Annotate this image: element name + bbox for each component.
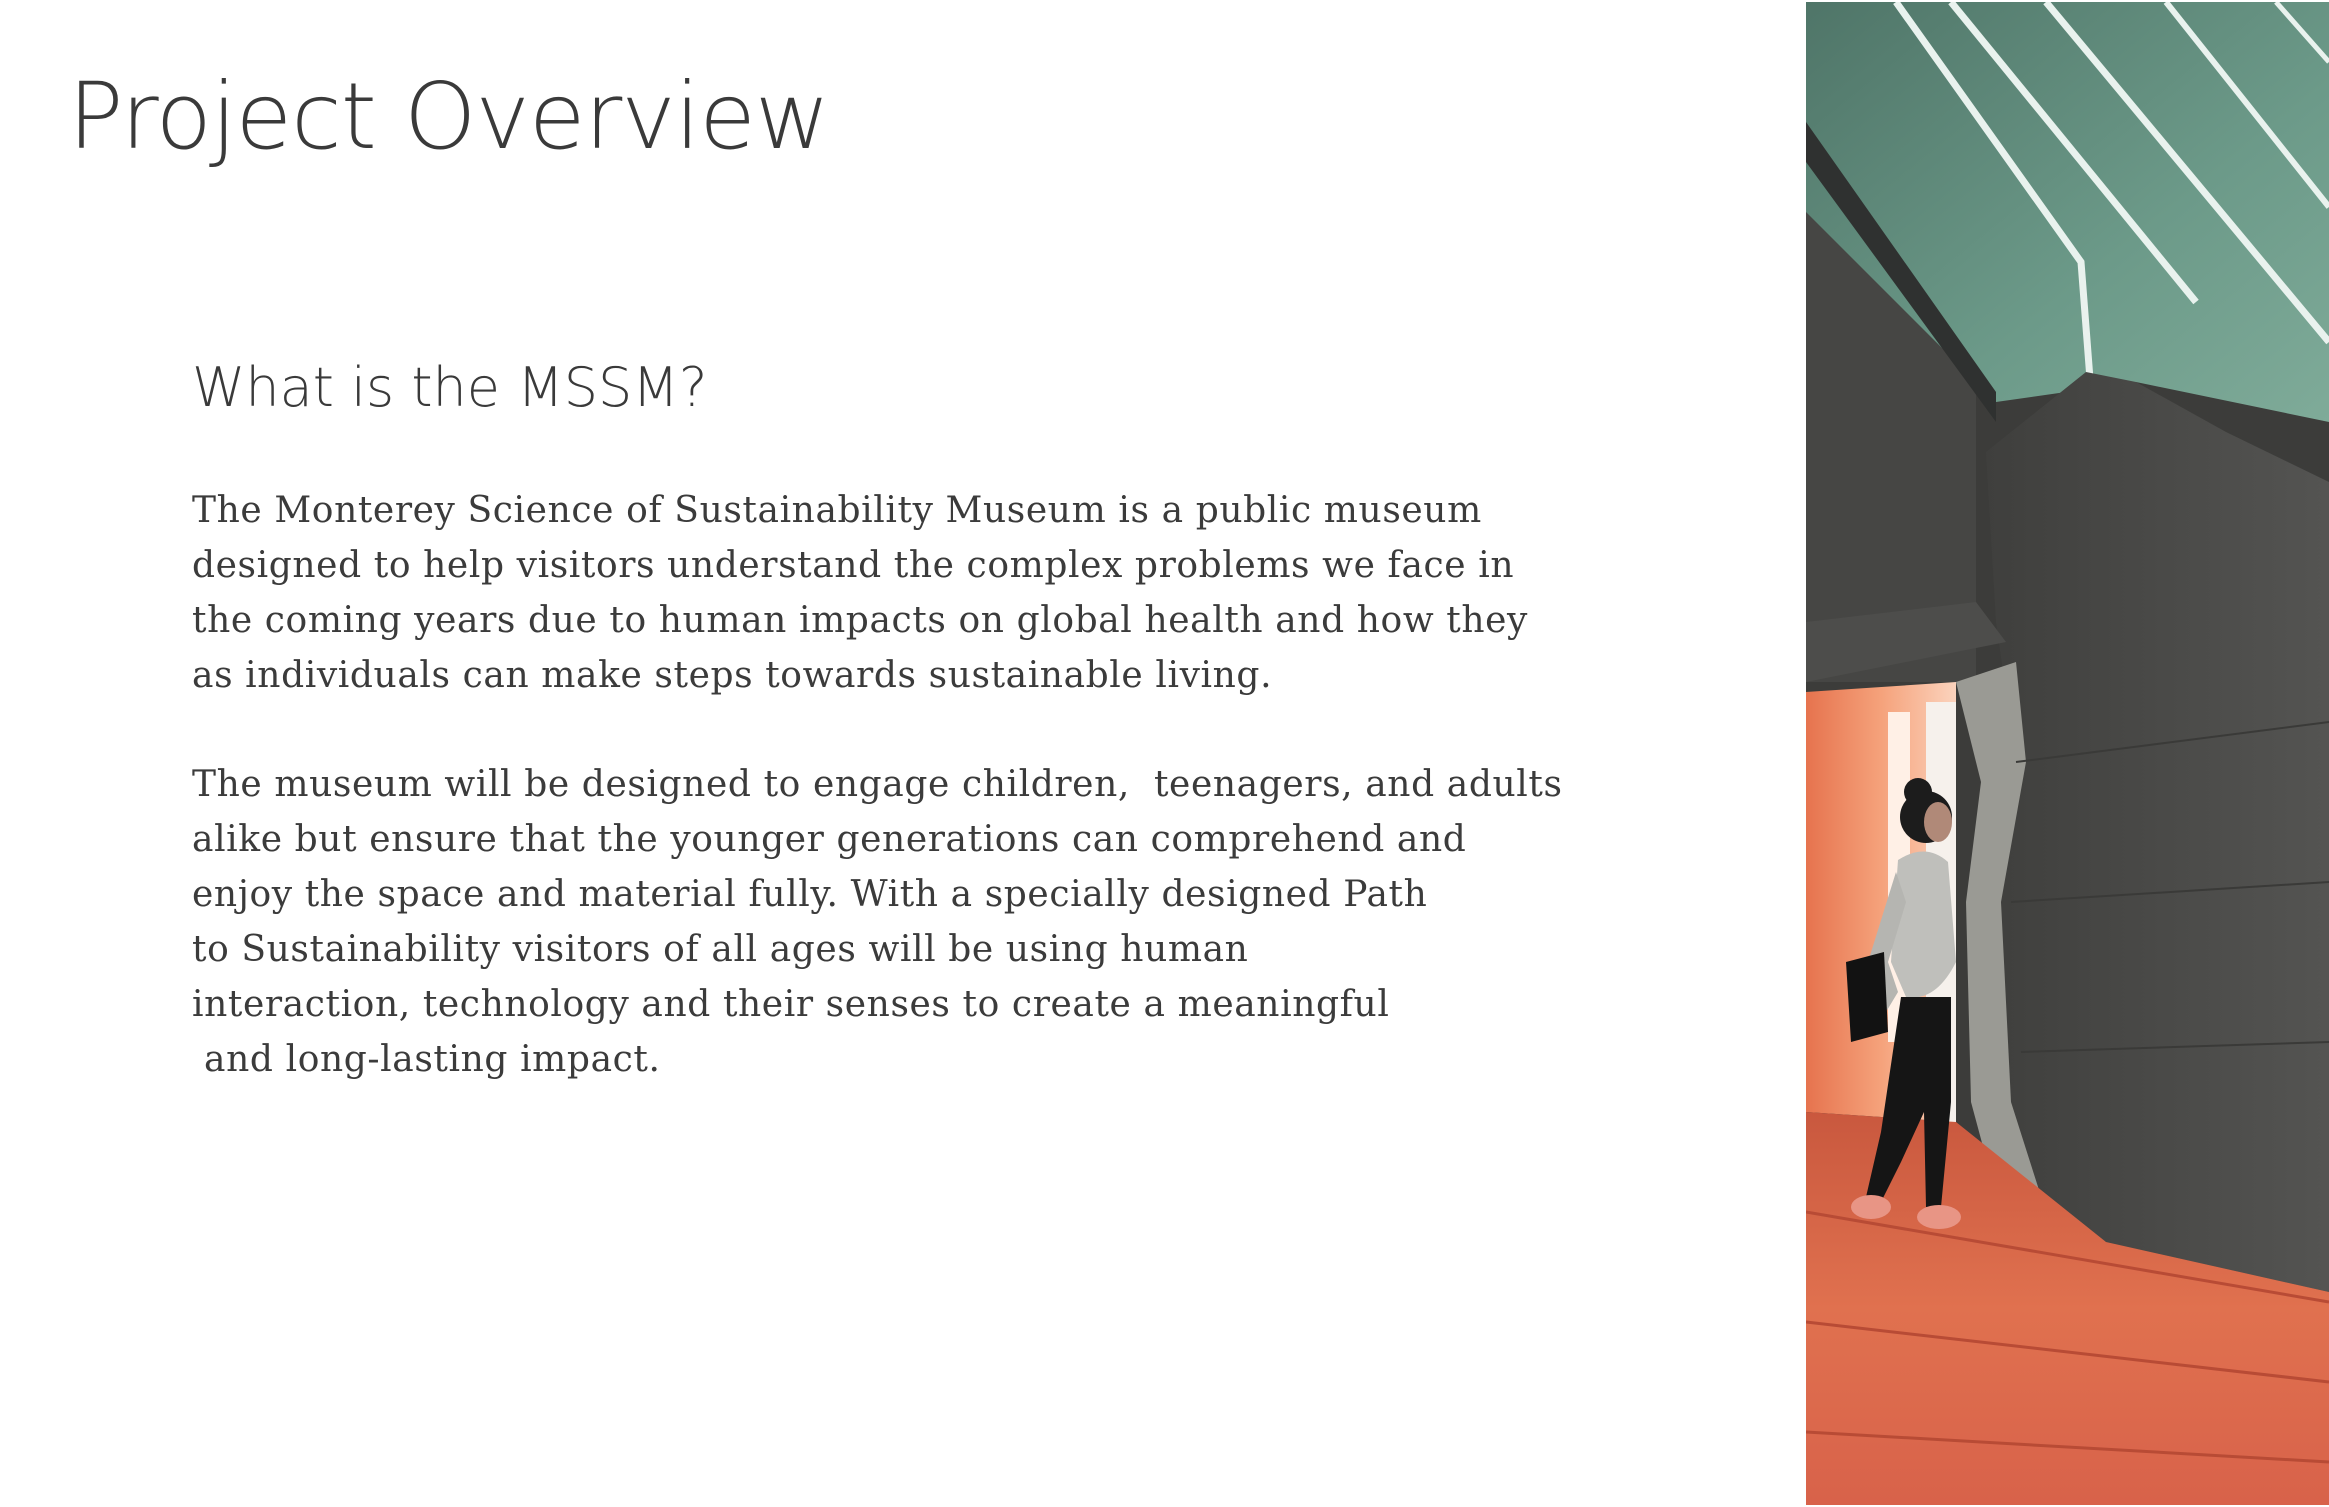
paragraph-line: The museum will be designed to engage children, teenagers, and adults (192, 764, 1563, 805)
paragraph-line: as individuals can make steps towards sustainable living. (192, 655, 1273, 696)
paragraph-line: The Monterey Science of Sustainability Museum is a public museum (192, 490, 1482, 531)
paragraph-line: interaction, technology and their senses to create a meaningful (192, 984, 1390, 1025)
paragraph-intro (192, 483, 1532, 703)
paragraph-line: to Sustainability visitors of all ages will be using human (192, 929, 1249, 970)
paragraph-line: alike but ensure that the younger generations can comprehend and (192, 819, 1467, 860)
section-heading: What is the MSSM? (192, 356, 708, 419)
paragraph-line: designed to help visitors understand the complex problems we face in (192, 545, 1515, 586)
paragraph-line: the coming years due to human impacts on global health and how they (192, 600, 1528, 641)
museum-interior-rendering (1806, 2, 2329, 1505)
paragraph-audience (192, 757, 1563, 1087)
page-title: Project Overview (68, 63, 830, 170)
paragraph-line: and long-lasting impact. (192, 1039, 661, 1080)
paragraph-line: enjoy the space and material fully. With a specially designed Path (192, 874, 1428, 915)
